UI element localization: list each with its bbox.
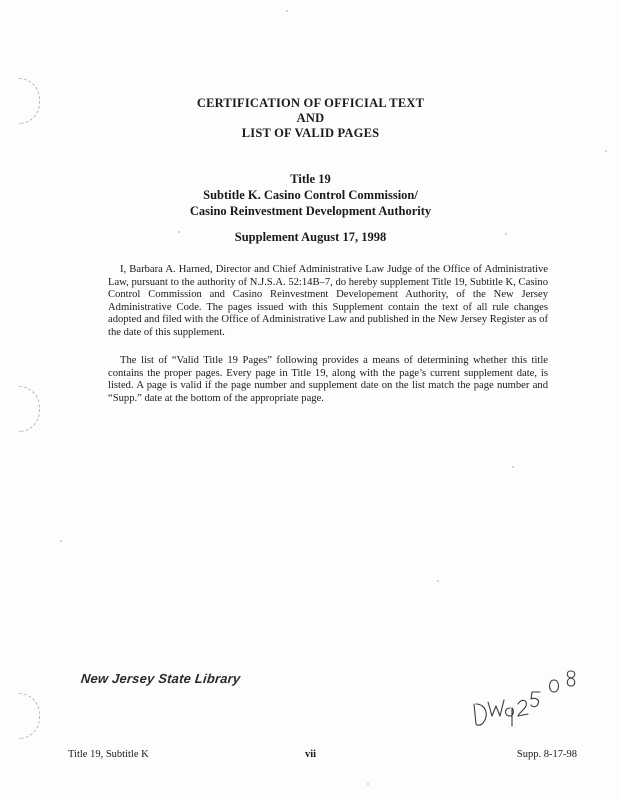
scan-speck	[367, 783, 369, 785]
subtitle-line-1: Subtitle K. Casino Control Commission/	[203, 188, 418, 202]
footer-title: Title 19, Subtitle K	[68, 749, 149, 760]
supplement-date: Supplement August 17, 1998	[234, 230, 387, 244]
punch-hole-bottom	[19, 693, 40, 739]
subtitle-line-2: Casino Reinvestment Development Authority	[189, 204, 432, 218]
scan-speck	[437, 580, 439, 582]
certification-heading	[0, 96, 621, 141]
punch-hole-middle	[19, 386, 40, 432]
certification-paragraph: I, Barbara A. Harned, Director and Chief Administrative Law Judge of the Office of Administrative Law, pursuant to the authority of N.J.S.A. 52:14B–7, do hereby supplement Title 19, Subtitle K, Casino Control Commission and Casino Reinvestment Developement Authority, of the New Jersey Administrative Code. The pages issued with this Supplement contain the text of all rule changes adopted and filed with the Office of Administrative Law and published in the New Jersey Register as of the date of this supplement.	[108, 264, 548, 338]
scan-speck	[60, 540, 62, 542]
library-stamp: New Jersey State Library	[80, 671, 242, 686]
heading-line-1: CERTIFICATION OF OFFICIAL TEXT	[196, 96, 425, 110]
title-block	[0, 171, 621, 219]
scan-speck	[605, 150, 607, 152]
footer-supplement-date: Supp. 8-17-98	[516, 749, 577, 760]
scan-speck	[512, 466, 514, 468]
page-number: vii	[304, 749, 317, 760]
handwritten-date-note	[470, 666, 590, 736]
title-number: Title 19	[290, 172, 331, 186]
heading-line-3: LIST OF VALID PAGES	[241, 126, 380, 140]
heading-line-2: AND	[296, 111, 325, 125]
scan-speck	[286, 10, 288, 12]
valid-pages-paragraph: The list of “Valid Title 19 Pages” following provides a means of determining whether this title contains the proper pages. Every page in Title 19, along with the page’s current supplement date, is listed. A page is valid if the page number and supplement date on the list match the page number and “Supp.” date at the bottom of the appropriate page.	[108, 355, 548, 404]
